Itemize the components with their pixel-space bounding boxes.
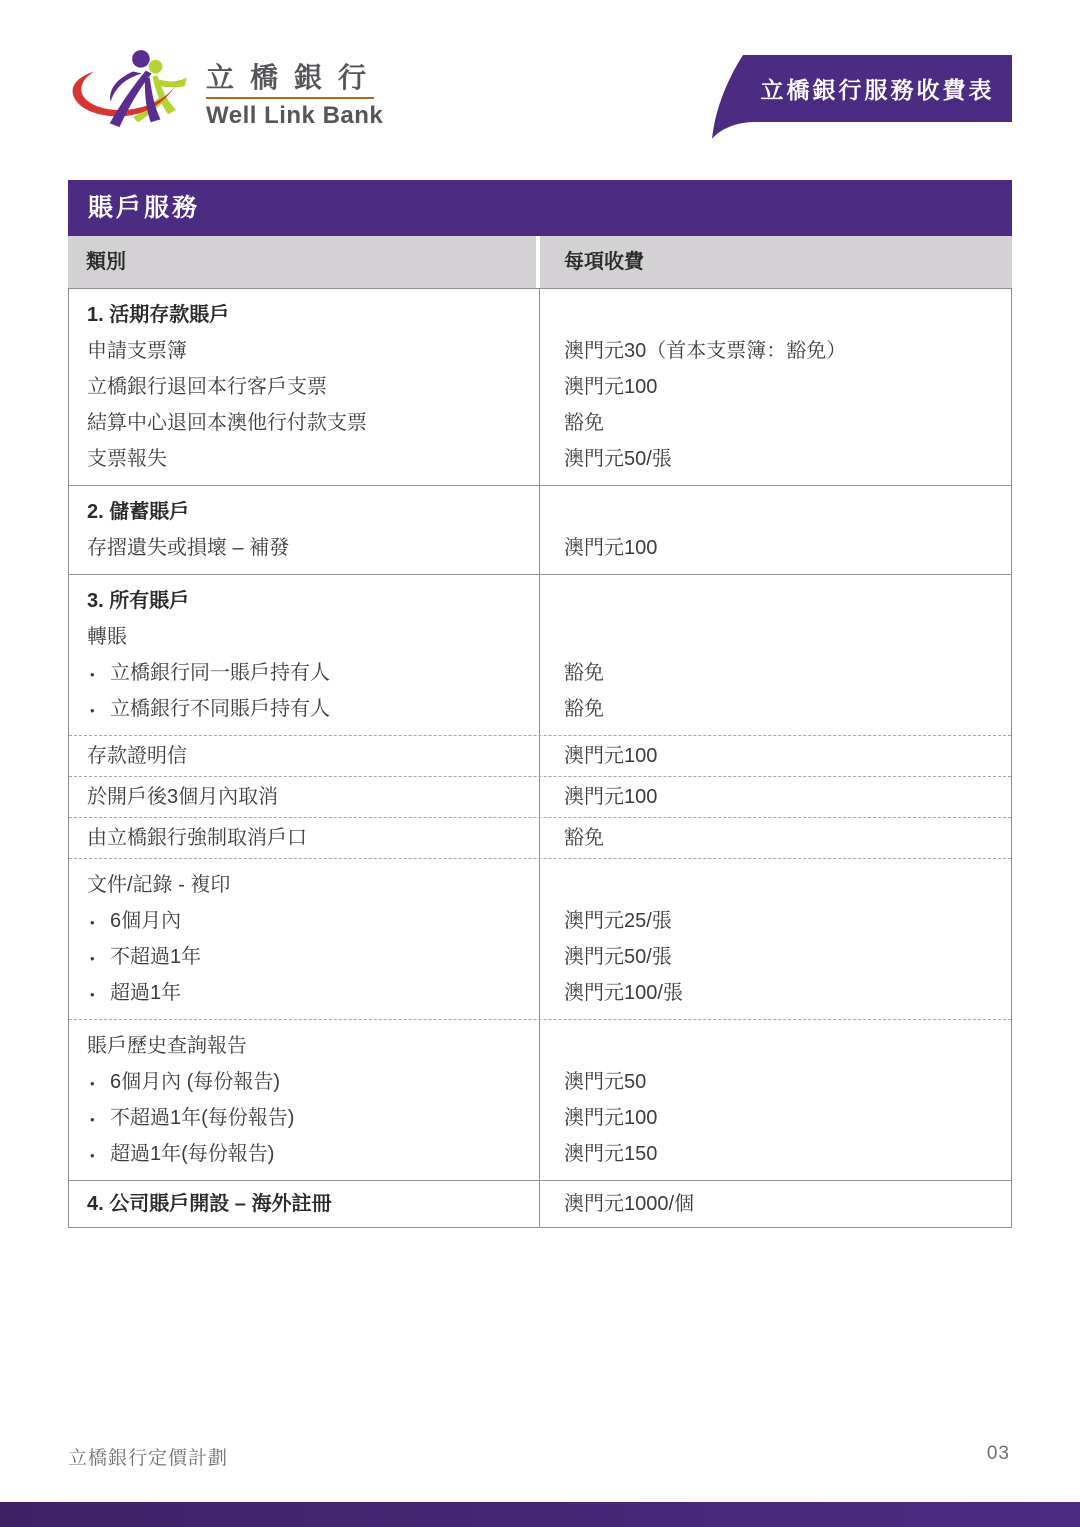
fee-column — [540, 1181, 1011, 1227]
logo-underline — [206, 97, 374, 99]
fee-column — [540, 859, 1011, 1019]
category-column — [69, 575, 540, 735]
fee-value: 澳門元100 — [564, 537, 658, 559]
fee-value: 澳門元50/張 — [564, 448, 672, 470]
table-header-row — [68, 236, 1012, 288]
fee-section-savings — [69, 485, 1011, 574]
fee-item-label: 由立橋銀行強制取消戶口 — [87, 827, 307, 849]
table-title: 賬戶服務 — [68, 180, 1012, 236]
fee-value: 豁免 — [564, 412, 604, 434]
fee-item-label: 6個月內 (每份報告) — [110, 1071, 280, 1093]
bank-name-en: Well Link Bank — [206, 102, 384, 129]
category-column — [69, 736, 540, 776]
fee-column — [540, 486, 1011, 574]
banner-title: 立橋銀行服務收費表 — [760, 77, 995, 103]
bullet-icon: • — [90, 1112, 95, 1127]
footer-page-number: 03 — [986, 1443, 1010, 1464]
bullet-icon: • — [90, 1076, 95, 1091]
category-column — [69, 486, 540, 574]
fee-row-cancel-within-3-months — [69, 776, 1011, 817]
fee-item-label: 存摺遺失或損壞 – 補發 — [87, 537, 290, 559]
section-heading: 4. 公司賬戶開設 – 海外註冊 — [87, 1193, 332, 1215]
fee-item-label: 超過1年 — [110, 982, 182, 1004]
fee-section-current-deposit — [69, 289, 1011, 485]
section-heading: 3. 所有賬戶 — [87, 590, 190, 612]
fee-column — [540, 818, 1011, 858]
fee-value: 澳門元100 — [564, 745, 658, 767]
category-column — [69, 1181, 540, 1227]
category-column — [69, 859, 540, 1019]
bullet-icon: • — [90, 987, 95, 1002]
fee-row-deposit-certificate — [69, 735, 1011, 776]
fee-value: 澳門元100 — [564, 376, 658, 398]
bullet-icon: • — [90, 1148, 95, 1163]
section-heading: 2. 儲蓄賬戶 — [87, 501, 190, 523]
bullet-icon: • — [90, 915, 95, 930]
page-banner — [705, 50, 1012, 145]
fee-item-label: 立橋銀行不同賬戶持有人 — [110, 698, 330, 720]
fee-value: 豁免 — [564, 698, 604, 720]
fee-section-history-report — [69, 1019, 1011, 1180]
fee-column — [540, 736, 1011, 776]
fee-value: 澳門元50/張 — [564, 946, 672, 968]
fee-section-document-copy — [69, 858, 1011, 1019]
fee-value: 豁免 — [564, 662, 604, 684]
fee-item-label: 立橋銀行退回本行客戶支票 — [87, 376, 327, 398]
fee-item-label: 不超過1年(每份報告) — [110, 1107, 295, 1129]
fee-column — [540, 575, 1011, 735]
fee-section-all-accounts — [69, 574, 1011, 735]
fee-value: 澳門元30（首本支票簿：豁免） — [564, 340, 847, 362]
column-header-fee: 每項收費 — [564, 251, 644, 273]
bank-logo — [60, 42, 400, 147]
fee-value: 豁免 — [564, 827, 604, 849]
fee-value: 澳門元1000/個 — [564, 1193, 695, 1215]
category-column — [69, 1020, 540, 1180]
fee-value: 澳門元150 — [564, 1143, 658, 1165]
bullet-icon: • — [90, 703, 95, 718]
footer-doc-title: 立橋銀行定價計劃 — [68, 1448, 229, 1469]
fee-column — [540, 777, 1011, 817]
fee-item-label: 轉賬 — [87, 626, 127, 648]
fee-item-label: 於開戶後3個月內取消 — [87, 786, 279, 808]
section-heading: 1. 活期存款賬戶 — [87, 304, 230, 326]
bank-logo-icon — [60, 42, 216, 144]
category-column — [69, 818, 540, 858]
fee-item-label: 支票報失 — [87, 448, 167, 470]
column-header-category: 類別 — [68, 236, 540, 288]
category-column — [69, 777, 540, 817]
fee-value: 澳門元100/張 — [564, 982, 683, 1004]
fee-table — [68, 180, 1012, 1228]
fee-item-label: 立橋銀行同一賬戶持有人 — [110, 662, 330, 684]
fee-item-label: 6個月內 — [110, 910, 182, 932]
fee-value: 澳門元100 — [564, 1107, 658, 1129]
fee-item-label: 申請支票簿 — [87, 340, 187, 362]
fee-item-label: 超過1年(每份報告) — [110, 1143, 275, 1165]
fee-value: 澳門元25/張 — [564, 910, 672, 932]
fee-item-label: 存款證明信 — [87, 745, 187, 767]
bank-name-cn: 立橋銀行 — [206, 62, 383, 93]
footer-purple-bar — [0, 1502, 1080, 1527]
category-column — [69, 289, 540, 485]
fee-item-label: 結算中心退回本澳他行付款支票 — [87, 412, 367, 434]
fee-item-label: 不超過1年 — [110, 946, 202, 968]
fee-item-label: 賬戶歷史查詢報告 — [87, 1035, 247, 1057]
fee-column — [540, 289, 1011, 485]
bullet-icon: • — [90, 667, 95, 682]
fee-row-forced-closure — [69, 817, 1011, 858]
fee-value: 澳門元100 — [564, 786, 658, 808]
table-body — [68, 288, 1012, 1228]
fee-value: 澳門元50 — [564, 1071, 647, 1093]
fee-column — [540, 1020, 1011, 1180]
fee-item-label: 文件/記錄 - 複印 — [87, 874, 231, 896]
bullet-icon: • — [90, 951, 95, 966]
fee-section-company-account — [69, 1180, 1011, 1227]
